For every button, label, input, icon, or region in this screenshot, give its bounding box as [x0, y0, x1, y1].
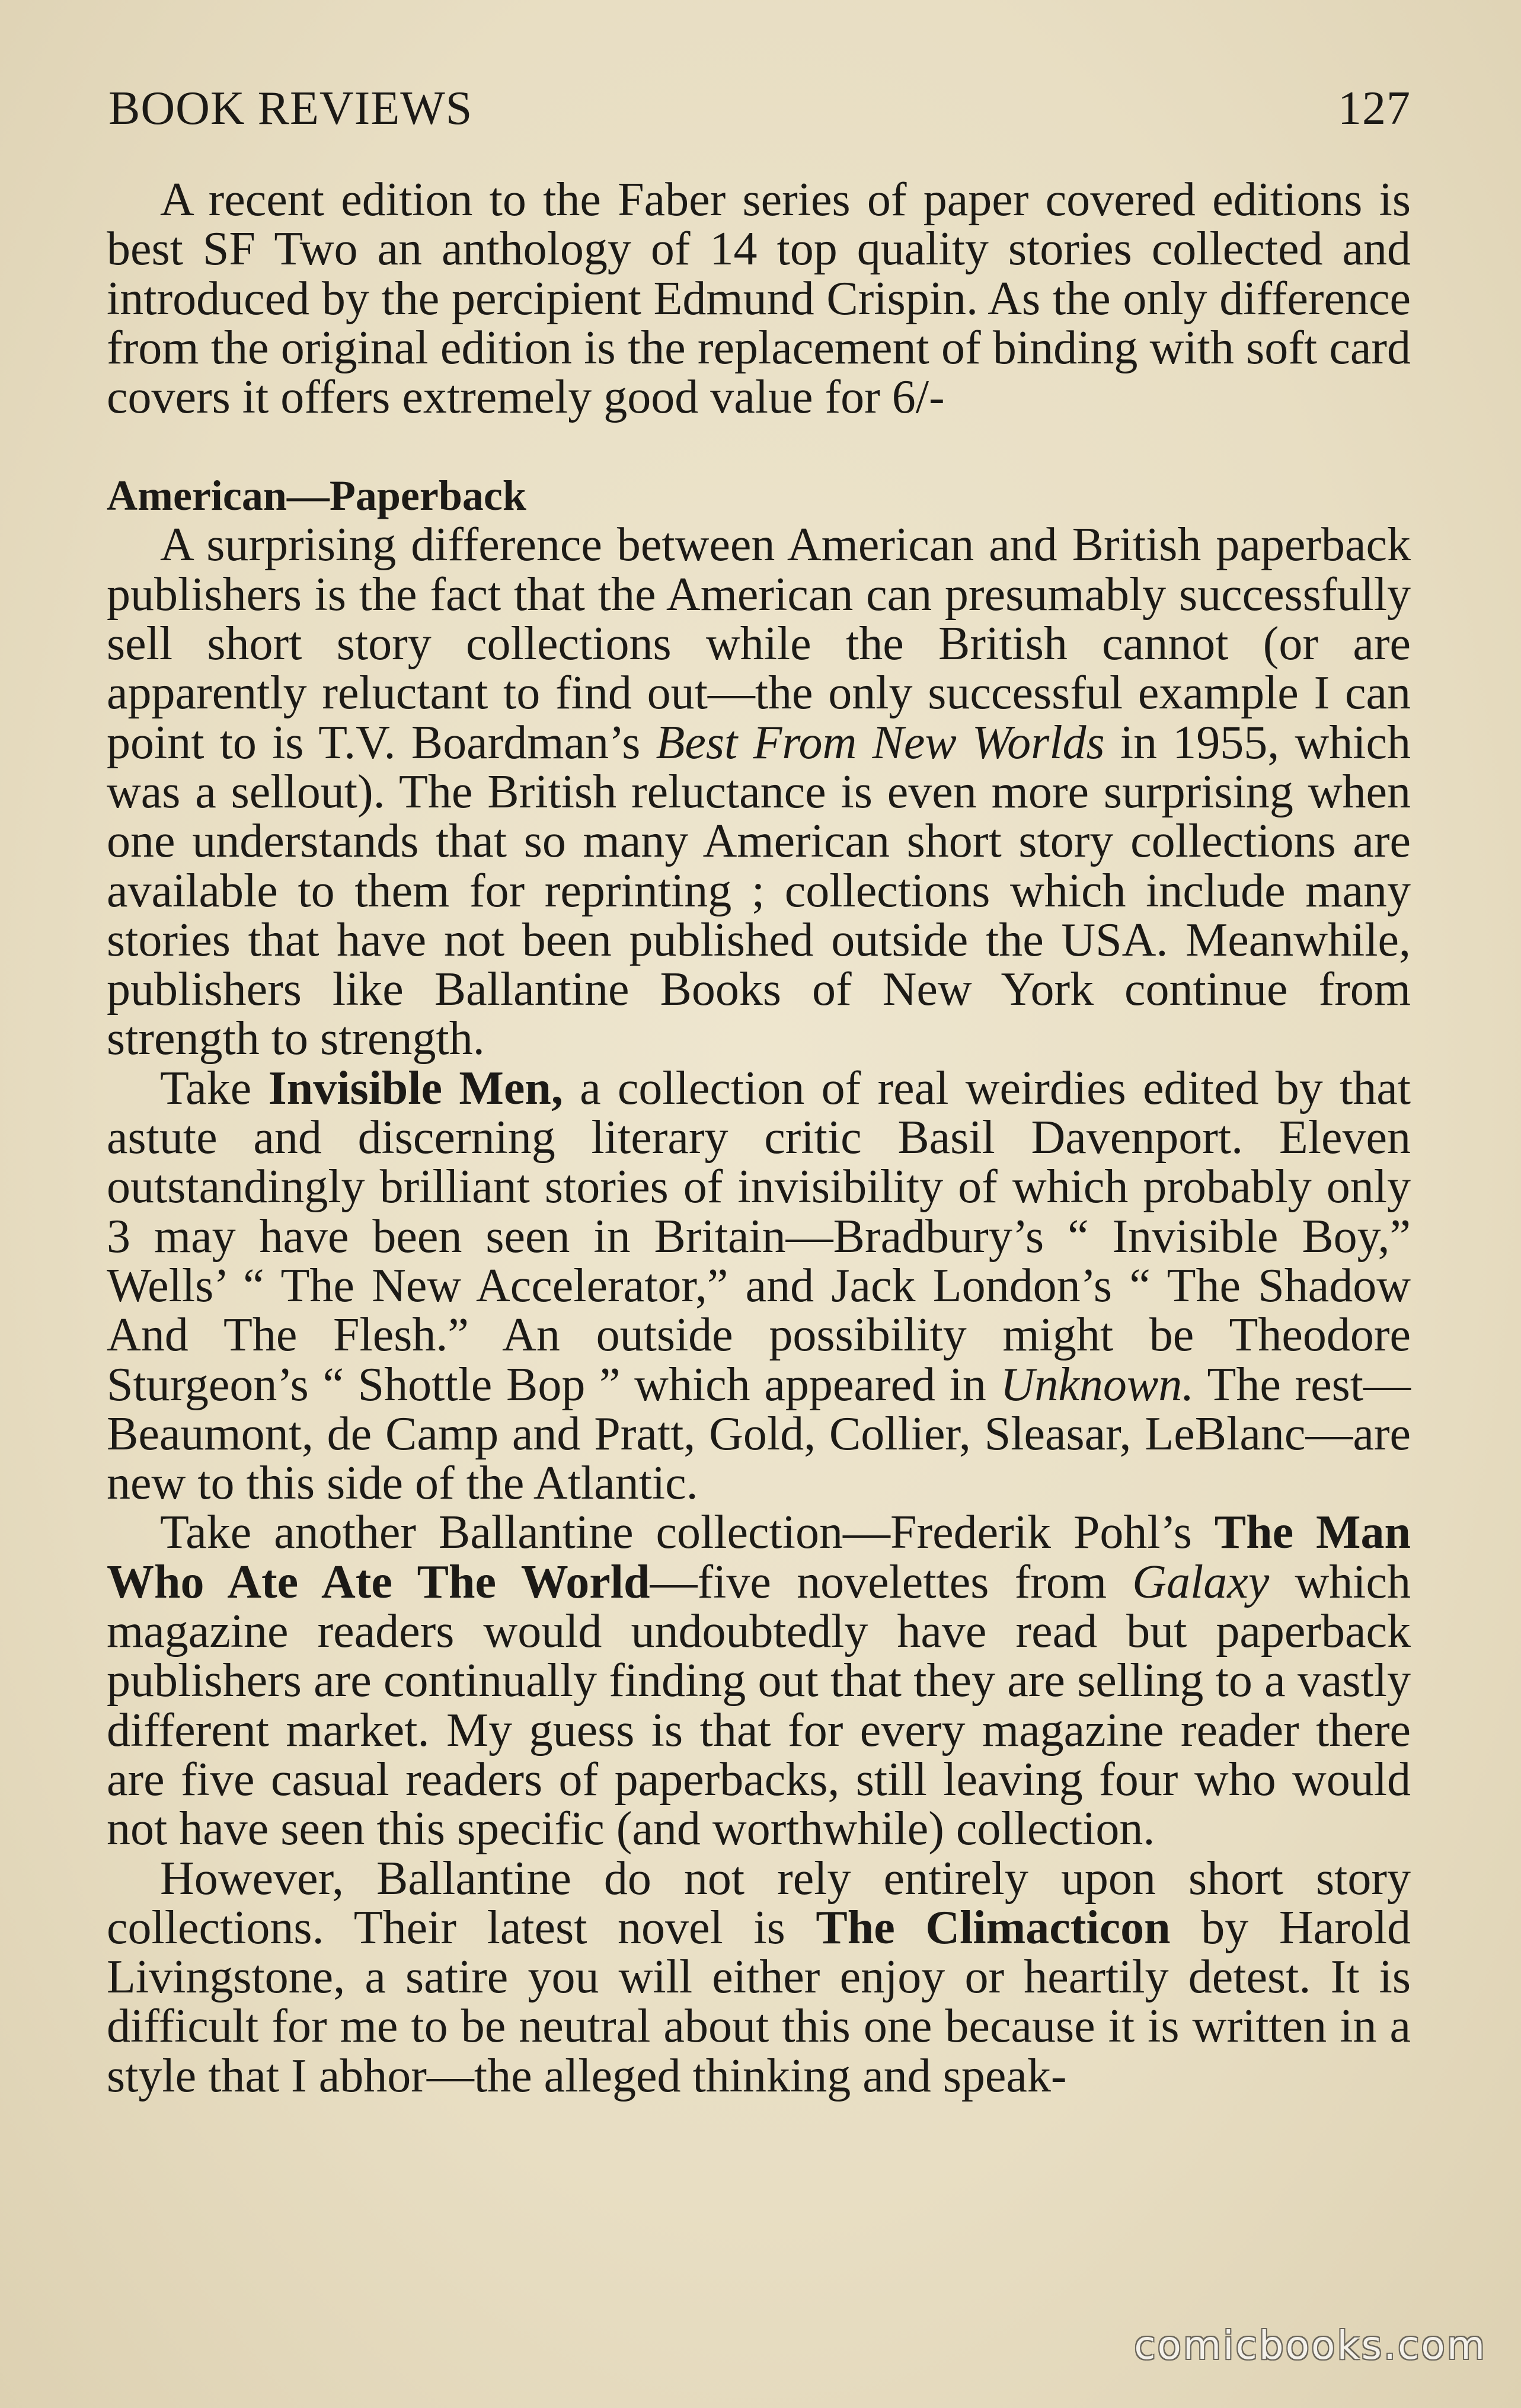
text-run: A surprising difference between American and British paperback publishers is the fact that the American can presumably successfully sell short story collections while the British cannot (or are apparently reluctant to find out—the only successful example I can point to is T.V. Boardman’s: [107, 519, 1411, 769]
text-run: in 1955, which was a sellout). The British reluctance is even more surprising when one understands that so many American short story collections are available to them for reprinting ; collections which include many stories that have not been published outside the USA. Meanwhile, publishers like Ballantine Books of New York continue from strength to strength.: [107, 716, 1411, 1065]
book-title-invisible-men: Invisible Men,: [268, 1062, 563, 1114]
text-run: The rest—Beaumont, de Camp and Pratt, Gold, Collier, Sleasar, LeBlanc—are new to this side of the Atlantic.: [107, 1358, 1411, 1510]
text-run: by Harold Livingstone, a satire you will either enjoy or heartily detest. It is difficult for me to be neutral about this one because it is written in a style that I abhor—the alleged thinking and speak-: [107, 1901, 1411, 2102]
article-body: [107, 175, 1411, 2101]
paragraph-invisible-men: [107, 1064, 1411, 1509]
magazine-title-unknown: Unknown.: [1000, 1358, 1194, 1411]
book-title-man-who-ate-the-world: The Man Who Ate Ate The World: [107, 1506, 1411, 1608]
text-run: However, Ballantine do not rely entirely upon short story collections. Their latest novel is: [107, 1852, 1411, 1954]
page-number: 127: [1338, 82, 1411, 135]
text-run: —five novelettes from: [650, 1556, 1133, 1608]
text-run: Take another Ballantine collection—Frederik Pohl’s: [160, 1506, 1215, 1559]
text-run: Take: [160, 1062, 269, 1114]
book-title-climacticon: The Climacticon: [816, 1901, 1171, 1954]
running-header: [108, 76, 1411, 141]
text-run: which magazine readers would undoubtedly have read but paperback publishers are continually finding out that they are selling to a vastly different market. My guess is that for every magazine reader there are five casual readers of paperbacks, still leaving four who would not have seen this specific (and worthwhile) collection.: [107, 1556, 1411, 1855]
magazine-title-galaxy: Galaxy: [1132, 1556, 1270, 1608]
paragraph-faber-edition: [107, 175, 1411, 422]
text-run: A recent edition to the Faber series of paper covered editions is best SF Two an anthology of 14 top quality stories collected and introduced by the percipient Edmund Crispin. As the only difference from the original edition is the replacement of binding with soft card covers it offers extremely good value for 6/-: [107, 174, 1411, 424]
paragraph-american-paperback: [107, 520, 1411, 1064]
section-title: BOOK REVIEWS: [108, 82, 473, 135]
paragraph-climacticon: [107, 1854, 1411, 2101]
text-run: a collection of real weirdies edited by that astute and discerning literary critic Basil Davenport. Eleven outstandingly brilliant stories of invisibility of which probably only 3 may have been seen in Britain—Bradbury’s “ Invisible Boy,” Wells’ “ The New Accelerator,” and Jack London’s “ The Shadow And The Flesh.” An outside possibility might be Theodore Sturgeon’s “ Shottle Bop ” which appeared in: [107, 1062, 1411, 1411]
site-watermark: comicbooks.com: [1134, 2323, 1487, 2368]
book-title-best-from-new-worlds: Best From New Worlds: [656, 716, 1105, 769]
paragraph-pohl-collection: [107, 1508, 1411, 1854]
section-heading-american-paperback: American—Paperback: [107, 472, 526, 520]
